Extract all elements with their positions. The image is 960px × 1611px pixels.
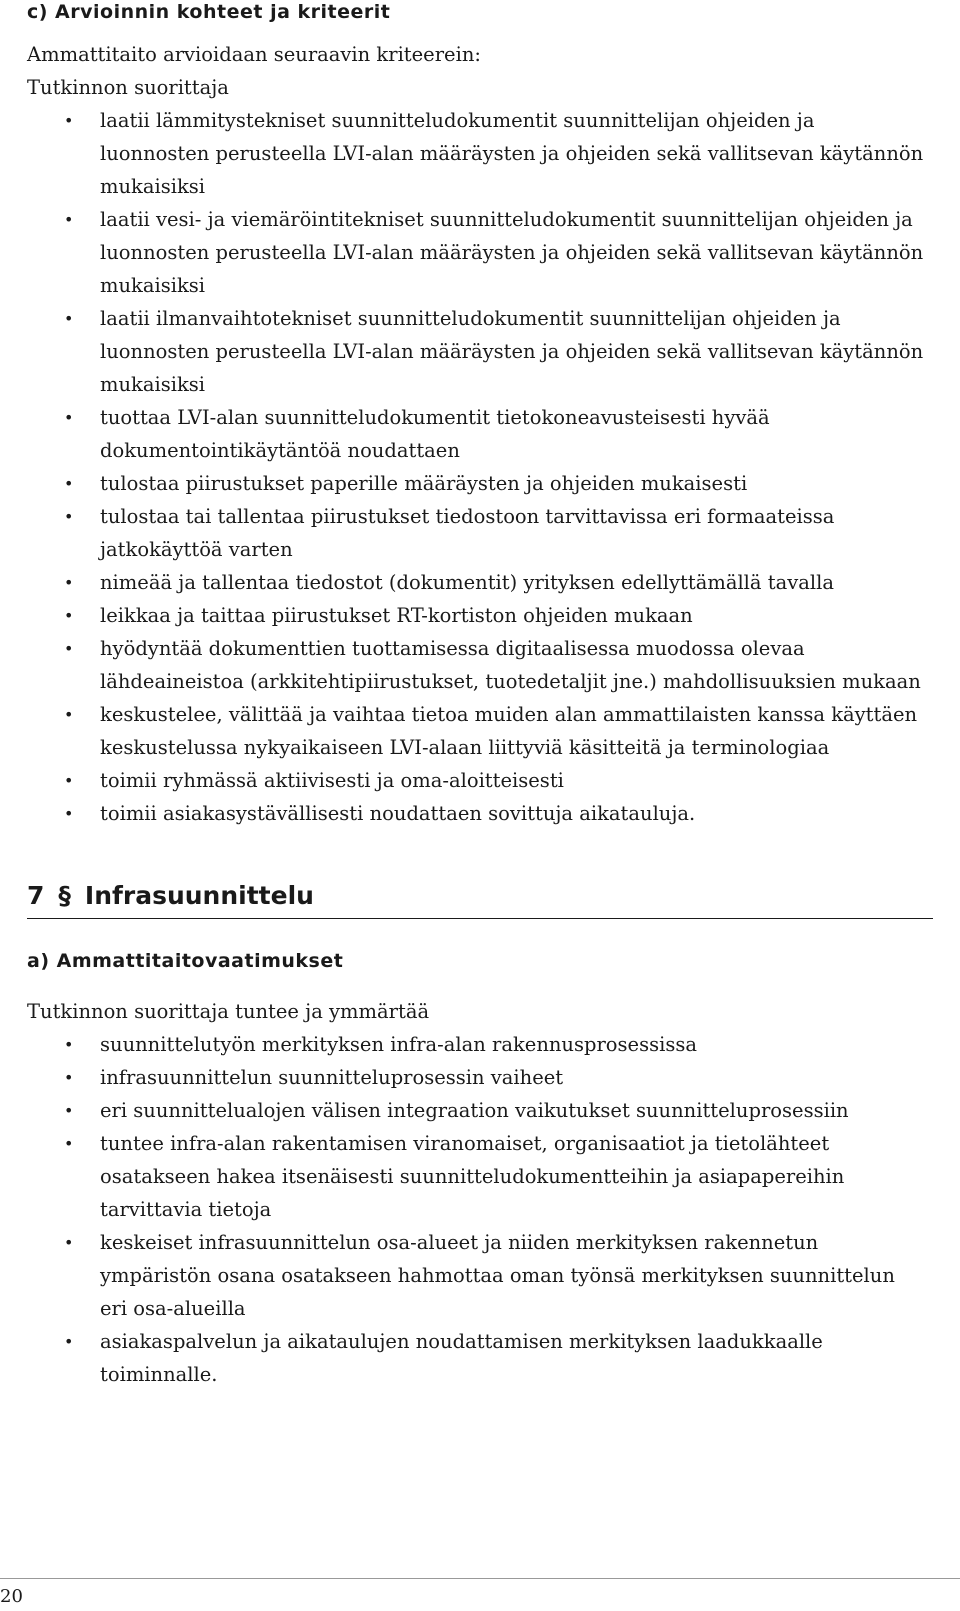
- document-page: [27, 0, 927, 1391]
- list-item: [64, 764, 927, 797]
- list-item-text: toimii asiakasystävällisesti noudattaen sovittuja aikatauluja.: [100, 802, 696, 825]
- list-item: [64, 1127, 927, 1226]
- bullet-icon: •: [64, 474, 74, 493]
- bullet-icon: •: [64, 639, 74, 658]
- list-item: [64, 1094, 927, 1127]
- list-item-text: infrasuunnittelun suunnitteluprosessin vaiheet: [100, 1066, 564, 1089]
- bullet-icon: •: [64, 309, 74, 328]
- footer-divider: [0, 1578, 960, 1579]
- list-item-text: laatii ilmanvaihtotekniset suunnitteludokumentit suunnittelijan ohjeiden ja luonnosten perusteella LVI-alan määräysten ja ohjeiden sekä vallitsevan käytännön mukaisiksi: [100, 307, 924, 396]
- list-item: [64, 632, 927, 698]
- list-item-text: keskeiset infrasuunnittelun osa-alueet ja niiden merkityksen rakennetun ympäristön osana osatakseen hahmottaa oman työnsä merkityksen suunnittelun eri osa-alueilla: [100, 1231, 895, 1320]
- list-item-text: laatii vesi- ja viemäröintitekniset suunnitteludokumentit suunnittelijan ohjeiden ja luonnosten perusteella LVI-alan määräysten ja ohjeiden sekä vallitsevan käytännön mukaisiksi: [100, 208, 924, 297]
- section-a-intro: Tutkinnon suorittaja tuntee ja ymmärtää: [27, 1000, 430, 1023]
- list-item-text: asiakaspalvelun ja aikataulujen noudattamisen merkityksen laadukkaalle toiminnalle.: [100, 1330, 823, 1386]
- list-item-text: toimii ryhmässä aktiivisesti ja oma-aloitteisesti: [100, 769, 564, 792]
- list-item: [64, 1061, 927, 1094]
- list-item-text: hyödyntää dokumenttien tuottamisessa digitaalisessa muodossa olevaa lähdeaineistoa (arkkitehtipiirustukset, tuotedetaljit jne.) mahdollisuuksien mukaan: [100, 637, 921, 693]
- list-item-text: tuntee infra-alan rakentamisen viranomaiset, organisaatiot ja tietolähteet osatakseen hakea itsenäisesti suunnitteludokumentteihin ja asiapapereihin tarvittavia tietoja: [100, 1132, 845, 1221]
- bullet-icon: •: [64, 771, 74, 790]
- section-a-heading: a) Ammattitaitovaatimukset: [27, 950, 344, 972]
- bullet-icon: •: [64, 606, 74, 625]
- section-title: Infrasuunnittelu: [84, 881, 314, 910]
- list-item-text: eri suunnittelualojen välisen integraation vaikutukset suunnitteluprosessiin: [100, 1099, 849, 1122]
- list-item-text: laatii lämmitystekniset suunnitteludokumentit suunnittelijan ohjeiden ja luonnosten perusteella LVI-alan määräysten ja ohjeiden sekä vallitsevan käytännön mukaisiksi: [100, 109, 924, 198]
- section-7-heading: [27, 880, 933, 919]
- list-item: [64, 1325, 927, 1391]
- bullet-icon: •: [64, 1101, 74, 1120]
- section-c-criteria-list: [27, 104, 927, 830]
- list-item: [64, 1226, 927, 1325]
- section-c-heading: c) Arvioinnin kohteet ja kriteerit: [27, 1, 391, 23]
- paragraph-symbol: §: [58, 881, 71, 910]
- bullet-icon: •: [64, 408, 74, 427]
- list-item: [64, 599, 927, 632]
- bullet-icon: •: [64, 111, 74, 130]
- list-item-text: keskustelee, välittää ja vaihtaa tietoa muiden alan ammattilaisten kanssa käyttäen keskustelussa nykyaikaiseen LVI-alaan liittyviä käsitteitä ja terminologiaa: [100, 703, 918, 759]
- list-item: [64, 500, 927, 566]
- bullet-icon: •: [64, 210, 74, 229]
- list-item: [64, 401, 927, 467]
- list-item-text: tulostaa piirustukset paperille määräysten ja ohjeiden mukaisesti: [100, 472, 748, 495]
- list-item: [64, 104, 927, 203]
- list-item: [64, 698, 927, 764]
- bullet-icon: •: [64, 573, 74, 592]
- list-item-text: tulostaa tai tallentaa piirustukset tiedostoon tarvittavissa eri formaateissa jatkokäyttöä varten: [100, 505, 835, 561]
- bullet-icon: •: [64, 1134, 74, 1153]
- section-a-requirements-list: [27, 1028, 927, 1391]
- bullet-icon: •: [64, 1068, 74, 1087]
- section-c-intro-line2: Tutkinnon suorittaja: [27, 76, 229, 99]
- bullet-icon: •: [64, 1332, 74, 1351]
- page-number: 20: [0, 1586, 23, 1607]
- bullet-icon: •: [64, 804, 74, 823]
- list-item: [64, 467, 927, 500]
- section-c-intro-line1: Ammattitaito arvioidaan seuraavin kriteerein:: [27, 43, 481, 66]
- list-item-text: leikkaa ja taittaa piirustukset RT-kortiston ohjeiden mukaan: [100, 604, 693, 627]
- list-item-text: suunnittelutyön merkityksen infra-alan rakennusprosessissa: [100, 1033, 697, 1056]
- list-item: [64, 566, 927, 599]
- bullet-icon: •: [64, 1035, 74, 1054]
- bullet-icon: •: [64, 507, 74, 526]
- list-item: [64, 203, 927, 302]
- list-item: [64, 1028, 927, 1061]
- list-item: [64, 797, 927, 830]
- list-item: [64, 302, 927, 401]
- section-number: 7: [27, 881, 45, 910]
- bullet-icon: •: [64, 1233, 74, 1252]
- bullet-icon: •: [64, 705, 74, 724]
- list-item-text: nimeää ja tallentaa tiedostot (dokumentit) yrityksen edellyttämällä tavalla: [100, 571, 834, 594]
- list-item-text: tuottaa LVI-alan suunnitteludokumentit tietokoneavusteisesti hyvää dokumentointikäytäntöä noudattaen: [100, 406, 770, 462]
